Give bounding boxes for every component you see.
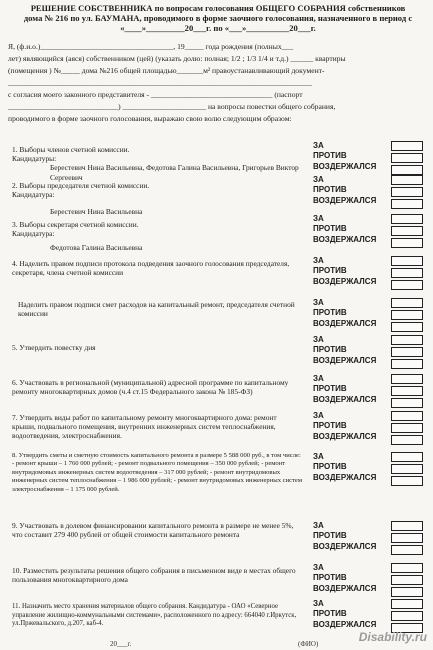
option-protiv: ПРОТИВ [313, 573, 347, 583]
za-checkbox[interactable] [391, 175, 423, 185]
option-protiv: ПРОТИВ [313, 185, 347, 195]
form-line-1: Я, (ф.и.о.)___________________________________, 19_____ года рождения (полных___ [8, 42, 294, 51]
candidates: Берестевич Нина Васильевна [50, 207, 143, 217]
form-line-2: лет) являющийся (аяся) собственником (цей) (указать долю: полная; 1/2 ; 1/3 1/4 и т.д.) ______ квартиры [8, 54, 346, 63]
boxes-2 [391, 175, 423, 210]
option-protiv: ПРОТИВ [313, 384, 347, 394]
form-line-7: проводимого в форме заочного голосования, выражаю свою волю следующим образом: [8, 114, 292, 123]
question-text: 2. Выборы председателя счетной комиссии. [12, 181, 150, 190]
protiv-checkbox[interactable] [391, 386, 423, 396]
vozd-checkbox[interactable] [391, 165, 423, 175]
protiv-checkbox[interactable] [391, 423, 423, 433]
question-text: 9. Участвовать в долевом финансировании капитального ремонта в размере не менее 5%, что составит 279 400 рублей от общей стоимости капитального ремонта [12, 521, 294, 540]
option-vozd: ВОЗДЕРЖАЛСЯ [313, 195, 377, 205]
za-checkbox[interactable] [391, 256, 423, 266]
title-rest: по вопросам голосования ОБЩЕГО СОБРАНИЯ собственников [154, 3, 406, 13]
option-za: ЗА [313, 298, 324, 307]
option-za: ЗА [313, 214, 324, 223]
option-za: ЗА [313, 521, 324, 530]
options-9 [313, 521, 376, 552]
question-text: 7. Утвердить виды работ по капитальному ремонту многоквартирного дома: ремонт крыши, подвального помещения, внутренних инженерных систем теплоснабжения, водоотведения, электроснабжения. [12, 413, 277, 441]
option-za: ЗА [313, 452, 324, 461]
option-protiv: ПРОТИВ [313, 345, 347, 355]
vozd-checkbox[interactable] [391, 398, 423, 408]
vozd-checkbox[interactable] [391, 587, 423, 597]
option-protiv: ПРОТИВ [313, 531, 347, 541]
question-6 [12, 378, 302, 396]
option-protiv: ПРОТИВ [313, 266, 347, 276]
boxes-7 [391, 411, 423, 446]
protiv-checkbox[interactable] [391, 347, 423, 357]
protiv-checkbox[interactable] [391, 611, 423, 621]
footer-fio: (ФИО) [298, 640, 319, 648]
question-text: Наделить правом подписи смет расходов на капитальный ремонт, председателя счетной комиссии [18, 300, 295, 319]
option-vozd: ВОЗДЕРЖАЛСЯ [313, 276, 377, 286]
za-checkbox[interactable] [391, 374, 423, 384]
protiv-checkbox[interactable] [391, 575, 423, 585]
options-8 [313, 452, 376, 483]
vozd-checkbox[interactable] [391, 238, 423, 248]
boxes-4 [391, 256, 423, 291]
question-sub: Кандидатуры: [12, 154, 57, 164]
boxes-3 [391, 214, 423, 249]
question-text: 4. Наделить правом подписи протокола подведения заочного голосования председателя, секретаря, члена счетной комиссии [12, 259, 290, 278]
candidates: Берестевич Нина Васильевна, Федотова Галина Васильевна, Григорьев Виктор Сергеевич [50, 163, 299, 182]
boxes-8 [391, 452, 423, 487]
question-text: 11. Назначить место хранения материалов общего собрания. Кандидатура - ОАО «Северное управление жилищно-коммунальными системами», расположенного по адресу: 664040 г.Иркутск, ул.Пржевальского, д.207, каб-4. [12, 603, 297, 628]
za-checkbox[interactable] [391, 521, 423, 531]
options-2 [313, 175, 376, 206]
option-protiv: ПРОТИВ [313, 462, 347, 472]
watermark-text: Disability.ru [358, 630, 427, 644]
boxes-1 [391, 141, 423, 176]
option-za: ЗА [313, 256, 324, 265]
question-text: 1. Выборы членов счетной комиссии. [12, 145, 130, 154]
question-7 [12, 413, 302, 441]
options-10 [313, 563, 376, 594]
question-8 [12, 452, 302, 494]
question-2 [12, 181, 302, 217]
options-5 [313, 335, 376, 366]
vozd-checkbox[interactable] [391, 280, 423, 290]
question-3 [12, 220, 302, 253]
option-vozd: ВОЗДЕРЖАЛСЯ [313, 161, 377, 171]
question-text: 8. Утвердить сметы и сметную стоимость капитального ремонта в размере 5 588 000 руб., в том числе: [12, 452, 301, 459]
question-text: 6. Участвовать в региональной (муниципальной) адресной программе по капитальному ремонту многоквартирных домов (ч.4 ст.15 Федерального закона № 185-ФЗ) [12, 378, 289, 397]
vozd-checkbox[interactable] [391, 545, 423, 555]
option-za: ЗА [313, 175, 324, 184]
option-vozd: ВОЗДЕРЖАЛСЯ [313, 541, 377, 551]
form-line-5: с согласия моего законного представителя - ________________________________ (паспорт [8, 90, 303, 99]
za-checkbox[interactable] [391, 452, 423, 462]
za-checkbox[interactable] [391, 335, 423, 345]
protiv-checkbox[interactable] [391, 268, 423, 278]
question-5 [12, 343, 302, 352]
question-4b [12, 300, 308, 318]
boxes-6 [391, 374, 423, 409]
question-1 [12, 145, 302, 182]
protiv-checkbox[interactable] [391, 310, 423, 320]
question-sub: Кандидатура: [12, 229, 55, 239]
boxes-10 [391, 563, 423, 598]
question-11 [12, 603, 302, 629]
option-protiv: ПРОТИВ [313, 224, 347, 234]
protiv-checkbox[interactable] [391, 464, 423, 474]
options-1 [313, 141, 376, 172]
option-vozd: ВОЗДЕРЖАЛСЯ [313, 472, 377, 482]
boxes-5 [391, 335, 423, 370]
form-line-4: ________________________________________________________________________________ [8, 78, 312, 87]
options-4 [313, 256, 376, 287]
vozd-checkbox[interactable] [391, 359, 423, 369]
question-9 [12, 521, 302, 539]
question-sub: Кандидатура: [12, 190, 55, 200]
za-checkbox[interactable] [391, 599, 423, 609]
option-vozd: ВОЗДЕРЖАЛСЯ [313, 355, 377, 365]
options-11 [313, 599, 376, 630]
question-4 [12, 259, 302, 277]
question-sub: - ремонт крыши – 1 760 000 рублей; - ремонт подвального помещения – 350 000 рублей; - ремонт внутридомовых инженерных систем водоотведения – 317 000 рублей; - ремонт внутридомовых инженерных систем теплоснабжения – 1 986 000 рублей; - ремонт внутридомовых инженерных систем электроснабжения – 1 175 000 рублей. [12, 460, 302, 493]
options-3 [313, 214, 376, 245]
option-protiv: ПРОТИВ [313, 308, 347, 318]
header-line-2: дома № 216 по ул. БАУМАНА, проводимого в форме заочного голосования, назначенного в период с [23, 13, 413, 23]
options-7 [313, 411, 376, 442]
za-checkbox[interactable] [391, 141, 423, 151]
vozd-checkbox[interactable] [391, 435, 423, 445]
option-za: ЗА [313, 599, 324, 608]
option-vozd: ВОЗДЕРЖАЛСЯ [313, 583, 377, 593]
za-checkbox[interactable] [391, 298, 423, 308]
header-line-3: «____»_________20___г. по «___»__________20___г. [120, 23, 316, 33]
za-checkbox[interactable] [391, 214, 423, 224]
protiv-checkbox[interactable] [391, 153, 423, 163]
option-vozd: ВОЗДЕРЖАЛСЯ [313, 318, 377, 328]
question-10 [12, 566, 302, 584]
form-line-3: (помещения ) №_____ дома №216 общей площадью_______м² правоустанавливающий документ- [8, 66, 325, 75]
za-checkbox[interactable] [391, 411, 423, 421]
question-text: 10. Разместить результаты решения общего собрания в письменном виде в местах общего пользования многоквартирного дома [12, 566, 296, 585]
protiv-checkbox[interactable] [391, 226, 423, 236]
option-za: ЗА [313, 563, 324, 572]
form-line-6: _____________________________) ______________________ на вопросы повестки общего собрания, [8, 102, 336, 111]
boxes-4b [391, 298, 423, 333]
protiv-checkbox[interactable] [391, 187, 423, 197]
title-bold: РЕШЕНИЕ СОБСТВЕННИКА [30, 3, 153, 13]
option-vozd: ВОЗДЕРЖАЛСЯ [313, 234, 377, 244]
footer-date: 20___г. [110, 640, 132, 648]
option-protiv: ПРОТИВ [313, 421, 347, 431]
candidates: Федотова Галина Васильевна [50, 243, 143, 253]
protiv-checkbox[interactable] [391, 533, 423, 543]
boxes-9 [391, 521, 423, 556]
document-header [8, 3, 428, 33]
question-text: 3. Выборы секретаря счетной комиссии. [12, 220, 139, 229]
option-vozd: ВОЗДЕРЖАЛСЯ [313, 394, 377, 404]
question-text: 5. Утвердить повестку дня [12, 343, 96, 352]
option-za: ЗА [313, 335, 324, 344]
option-za: ЗА [313, 411, 324, 420]
option-za: ЗА [313, 141, 324, 150]
za-checkbox[interactable] [391, 563, 423, 573]
vozd-checkbox[interactable] [391, 476, 423, 486]
vozd-checkbox[interactable] [391, 322, 423, 332]
options-6 [313, 374, 376, 405]
vozd-checkbox[interactable] [391, 199, 423, 209]
option-za: ЗА [313, 374, 324, 383]
option-vozd: ВОЗДЕРЖАЛСЯ [313, 619, 377, 629]
option-protiv: ПРОТИВ [313, 151, 347, 161]
option-protiv: ПРОТИВ [313, 609, 347, 619]
options-4b [313, 298, 376, 329]
option-vozd: ВОЗДЕРЖАЛСЯ [313, 431, 377, 441]
